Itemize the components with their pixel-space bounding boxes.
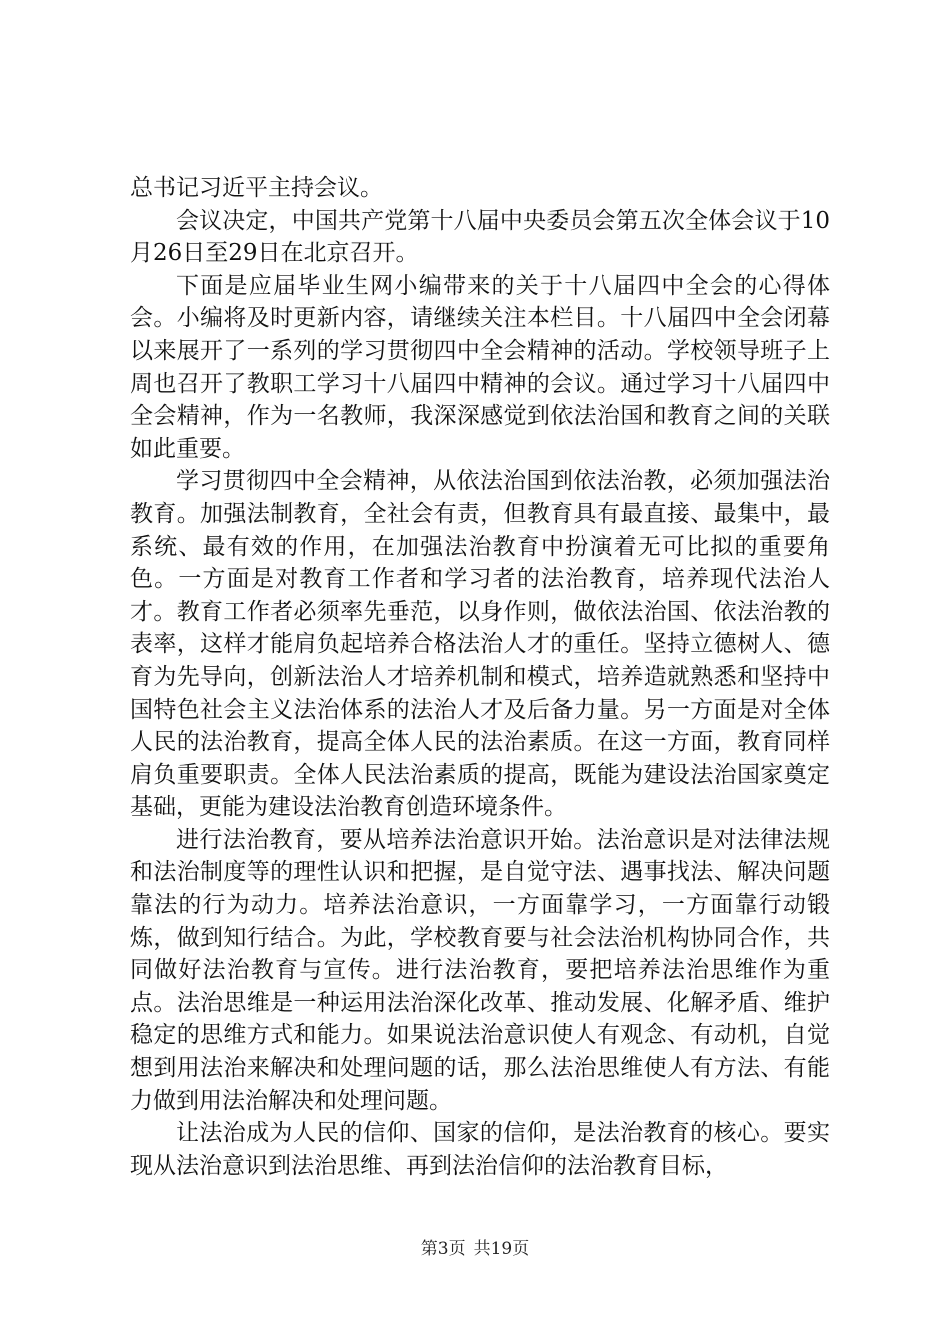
paragraph: 让法治成为人民的信仰、国家的信仰，是法治教育的核心。要实现从法治意识到法治思维、再到法治信仰的法治教育目标， xyxy=(130,1120,830,1179)
paragraph: 会议决定，中国共产党第十八届中央委员会第五次全体会议于10月26日至29日在北京召开。 xyxy=(130,207,830,267)
document-body xyxy=(130,172,830,1182)
paragraph-continuation: 总书记习近平主持会议。 xyxy=(130,175,383,201)
paragraph: 下面是应届毕业生网小编带来的关于十八届四中全会的心得体会。小编将及时更新内容，请继续关注本栏目。十八届四中全会闭幕以来展开了一系列的学习贯彻四中全会精神的活动。学校领导班子上周也召开了教职工学习十八届四中精神的会议。通过学习十八届四中全会精神，作为一名教师，我深深感觉到依法治国和教育之间的关联如此重要。 xyxy=(130,272,830,462)
page-footer xyxy=(0,1238,950,1260)
paragraph: 学习贯彻四中全会精神，从依法治国到依法治教，必须加强法治教育。加强法制教育，全社会有责，但教育具有最直接、最集中，最系统、最有效的作用，在加强法治教育中扮演着无可比拟的重要角色。一方面是对教育工作者和学习者的法治教育，培养现代法治人才。教育工作者必须率先垂范，以身作则，做依法治国、依法治教的表率，这样才能肩负起培养合格法治人才的重任。坚持立德树人、德育为先导向，创新法治人才培养机制和模式，培养造就熟悉和坚持中国特色社会主义法治体系的法治人才及后备力量。另一方面是对全体人民的法治教育，提高全体人民的法治素质。在这一方面，教育同样肩负重要职责。全体人民法治素质的提高，既能为建设法治国家奠定基础，更能为建设法治教育创造环境条件。 xyxy=(130,468,830,821)
page-number: 第3页 xyxy=(420,1239,466,1259)
page-total: 共19页 xyxy=(473,1239,530,1259)
paragraph: 进行法治教育，要从培养法治意识开始。法治意识是对法律法规和法治制度等的理性认识和把握，是自觉守法、遇事找法、解决问题靠法的行为动力。培养法治意识，一方面靠学习，一方面靠行动锻炼，做到知行结合。为此，学校教育要与社会法治机构协同合作，共同做好法治教育与宣传。进行法治教育，要把培养法治思维作为重点。法治思维是一种运用法治深化改革、推动发展、化解矛盾、维护稳定的思维方式和能力。如果说法治意识使人有观念、有动机，自觉想到用法治来解决和处理问题的话，那么法治思维使人有方法、有能力做到用法治解决和处理问题。 xyxy=(130,826,830,1114)
